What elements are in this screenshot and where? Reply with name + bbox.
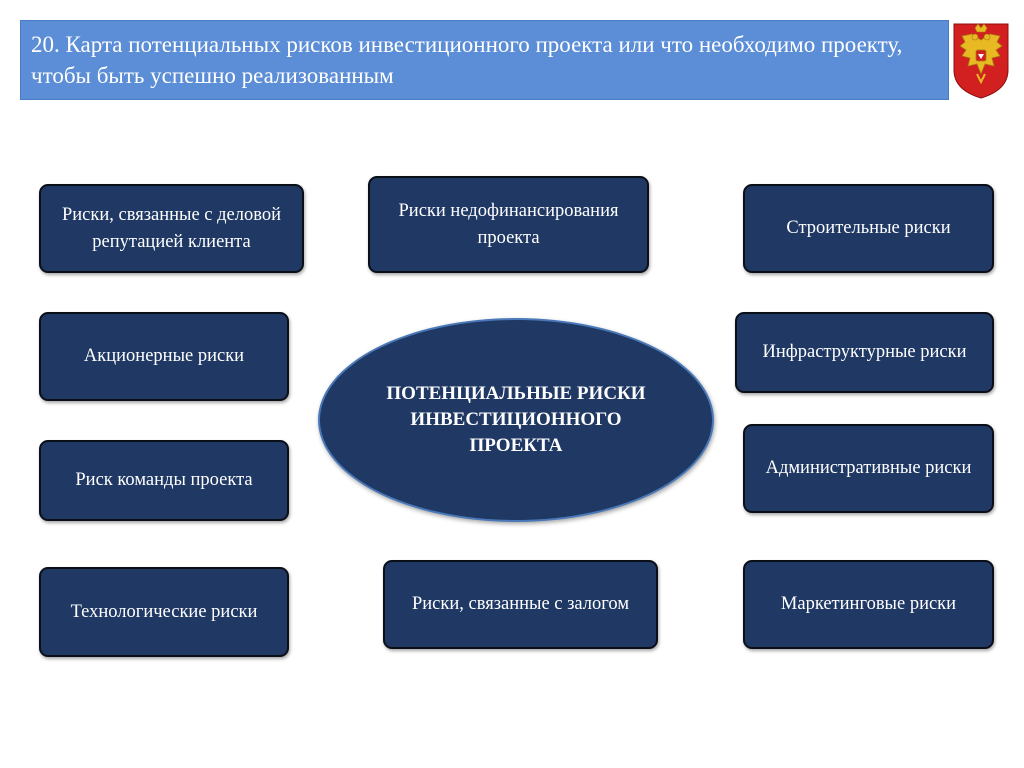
center-label: ПОТЕНЦИАЛЬНЫЕ РИСКИ ИНВЕСТИЦИОННОГО ПРОЕКТА (386, 383, 646, 456)
risk-box-shareholder (39, 312, 289, 401)
risk-label-underfunding: Риски недофинансирования проекта (398, 200, 619, 248)
risk-box-administrative (743, 424, 994, 513)
risk-label-technological: Технологические риски (70, 601, 258, 622)
risk-box-infrastructure (735, 312, 994, 393)
slide-title: 20. Карта потенциальных рисков инвестиционного проекта или что необходимо проекту, чтобы быть успешно реализованным (31, 32, 903, 88)
risk-label-reputation: Риски, связанные с деловой репутацией клиента (61, 204, 282, 252)
center-potential-risks-ellipse (318, 318, 714, 522)
risk-box-underfunding (368, 176, 649, 273)
risk-box-reputation (39, 184, 304, 273)
risk-label-marketing: Маркетинговые риски (780, 594, 957, 614)
risk-label-administrative: Административные риски (765, 458, 972, 478)
risk-label-team: Риск команды проекта (75, 470, 253, 490)
risk-box-collateral (383, 560, 658, 649)
risk-box-team (39, 440, 289, 521)
risk-label-infrastructure: Инфраструктурные риски (762, 342, 967, 362)
russian-coat-of-arms-icon (950, 20, 1012, 100)
title-bar (20, 20, 949, 100)
risk-label-construction: Строительные риски (786, 218, 951, 238)
risk-box-marketing (743, 560, 994, 649)
risk-label-collateral: Риски, связанные с залогом (411, 594, 630, 614)
risk-box-construction (743, 184, 994, 273)
risk-box-technological (39, 567, 289, 657)
risk-label-shareholder: Акционерные риски (83, 346, 245, 366)
